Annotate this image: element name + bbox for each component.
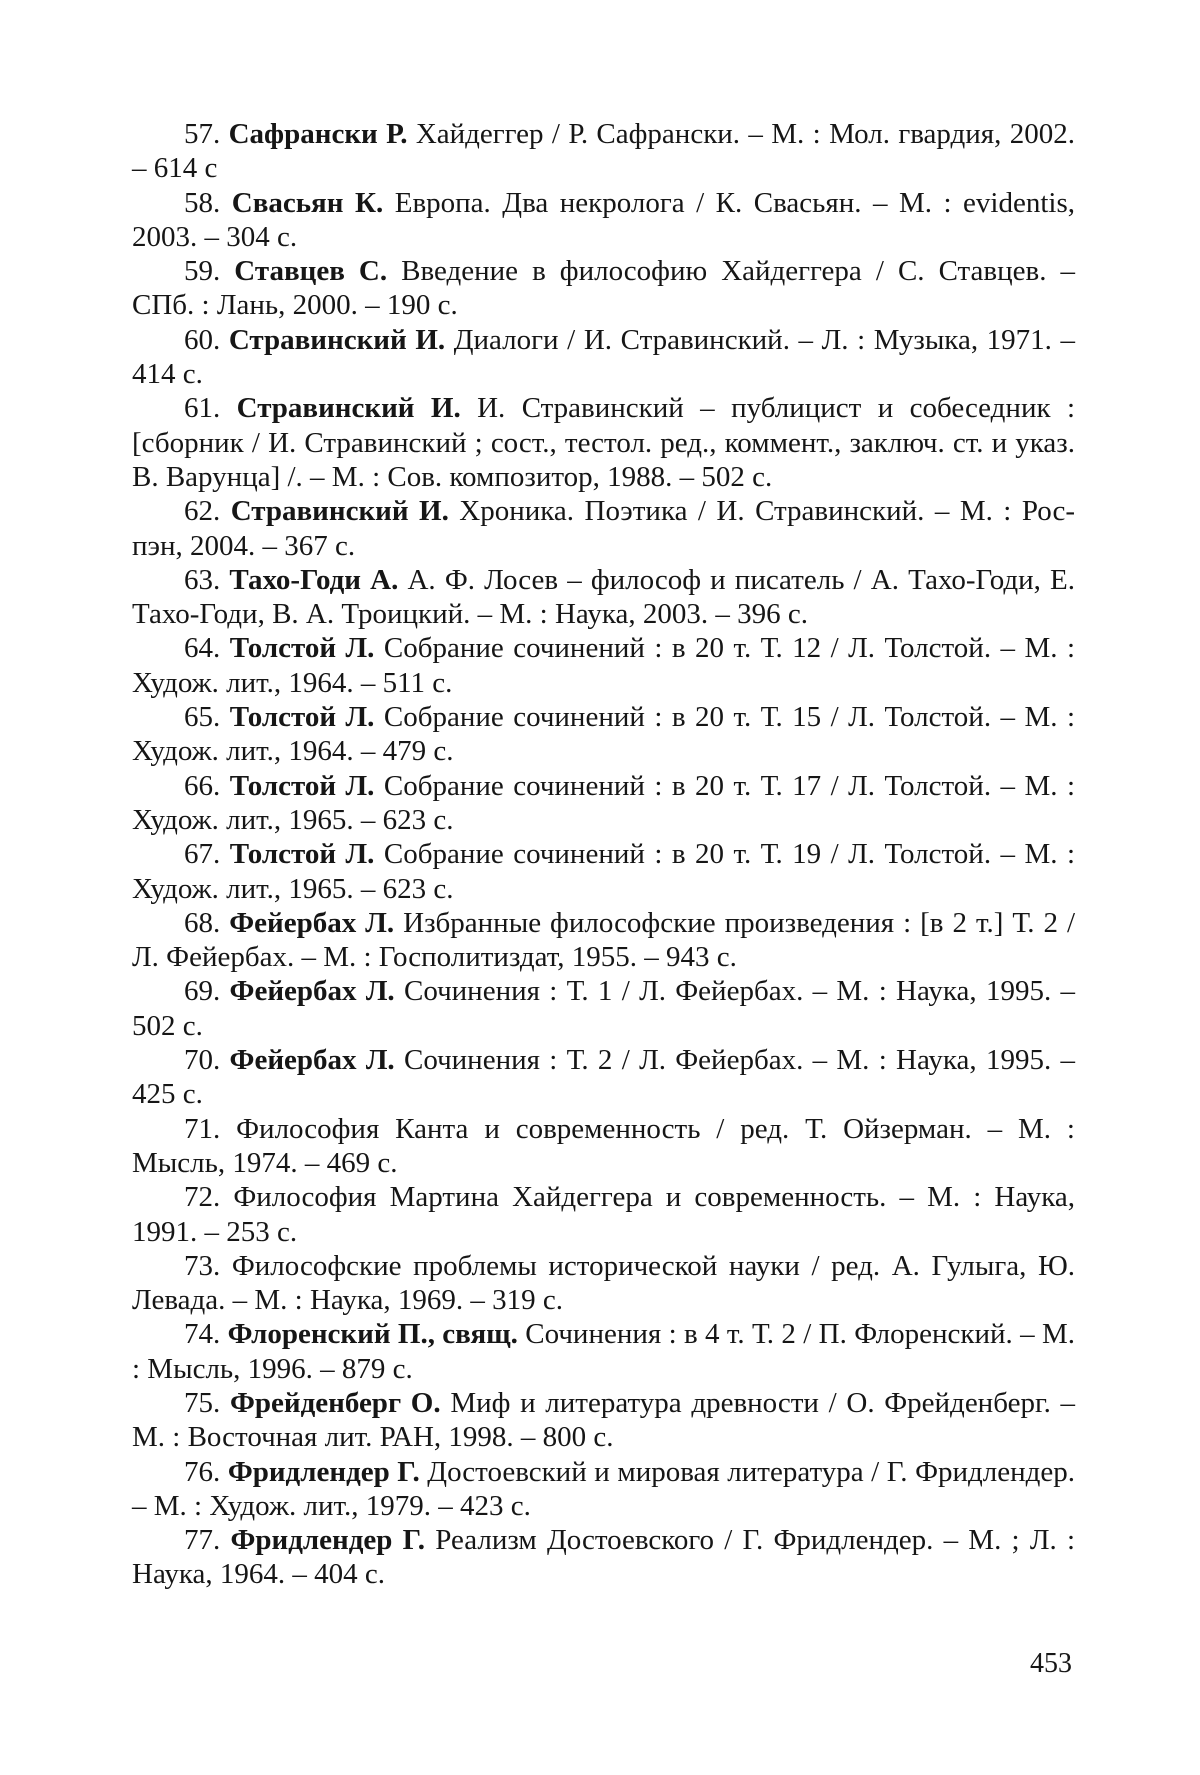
entry-number: 72. bbox=[184, 1181, 221, 1214]
entry-author: Ставцев С. bbox=[234, 255, 388, 288]
entry-author: Сафрански Р. bbox=[228, 118, 408, 150]
bibliography-entry bbox=[132, 1112, 1075, 1181]
entry-number: 74. bbox=[184, 1318, 221, 1351]
bibliography-entry bbox=[132, 769, 1075, 838]
bibliography-entry bbox=[132, 494, 1075, 563]
entry-author: Фейербах Л. bbox=[229, 975, 395, 1008]
entry-text: Хроника. Поэтика / И. Стравинский. – М. : Роспэн, 2004. – 367 с. bbox=[132, 495, 1075, 562]
entry-text: Хайдеггер / Р. Сафрански. – М. : Мол. гвардия, 2002. – 614 с bbox=[132, 118, 1076, 185]
entry-text: Сочинения : Т. 2 / Л. Фейербах. – М. : Наука, 1995. – 425 с. bbox=[132, 1044, 1076, 1111]
entry-text: Собрание сочинений : в 20 т. Т. 17 / Л. Толстой. – М. : Худож. лит., 1965. – 623 с. bbox=[132, 769, 1076, 836]
bibliography-entry bbox=[132, 117, 1075, 186]
entry-author: Толстой Л. bbox=[229, 701, 375, 734]
bibliography-entry bbox=[132, 1180, 1075, 1249]
entry-text: Избранные философские произведения : [в 2 т.] Т. 2 / Л. Фейербах. – М. : Госполитиздат, 1955. – 943 с. bbox=[132, 906, 1076, 974]
entry-text: Собрание сочинений : в 20 т. Т. 12 / Л. Толстой. – М. : Худож. лит., 1964. – 511 с. bbox=[132, 632, 1076, 699]
entry-text: Философия Мартина Хайдеггера и современность. – М. : Наука, 1991. – 253 с. bbox=[132, 1181, 1076, 1248]
entry-text: И. Стравинский – публицист и собеседник : [сборник / И. Стравинский ; сост., тестол. ред., коммент., заключ. ст. и указ. В. Варунца] /. – М. : Сов. композитор, 1988. – 502 с. bbox=[132, 392, 1075, 493]
entry-number: 68. bbox=[184, 906, 221, 939]
entry-number: 62. bbox=[184, 495, 221, 528]
entry-author: Стравинский И. bbox=[230, 495, 449, 528]
entry-author: Фейербах Л. bbox=[229, 1044, 395, 1077]
bibliography-entry bbox=[132, 700, 1075, 769]
entry-number: 58. bbox=[184, 186, 221, 219]
entry-number: 77. bbox=[184, 1524, 221, 1557]
entry-text: А. Ф. Лосев – философ и писатель / А. Тахо-Годи, Е. Тахо-Годи, В. А. Троицкий. – М. : Наука, 2003. – 396 с. bbox=[132, 563, 1076, 631]
entry-number: 75. bbox=[184, 1386, 221, 1419]
entry-number: 65. bbox=[184, 701, 221, 734]
entry-author: Толстой Л. bbox=[229, 632, 375, 665]
entry-text: Сочинения : Т. 1 / Л. Фейербах. – М. : Наука, 1995. – 502 с. bbox=[132, 975, 1076, 1042]
entry-text: Философские проблемы исторической науки / ред. А. Гулыга, Ю. Левада. – М. : Наука, 1969. – 319 с. bbox=[132, 1249, 1075, 1317]
bibliography-entry bbox=[132, 1249, 1075, 1318]
entry-author: Свасьян К. bbox=[231, 186, 384, 219]
bibliography-entry bbox=[132, 1386, 1075, 1455]
entry-author: Фридлендер Г. bbox=[227, 1455, 420, 1488]
bibliography-entry bbox=[132, 563, 1075, 632]
bibliography-entry bbox=[132, 1317, 1075, 1386]
entry-author: Стравинский И. bbox=[228, 323, 446, 356]
entry-author: Толстой Л. bbox=[229, 769, 375, 802]
entry-author: Фейербах Л. bbox=[229, 906, 395, 939]
bibliography-entry bbox=[132, 1043, 1075, 1112]
bibliography-entry bbox=[132, 391, 1075, 494]
bibliography-list bbox=[132, 117, 1075, 1592]
entry-text: Собрание сочинений : в 20 т. Т. 19 / Л. Толстой. – М. : Худож. лит., 1965. – 623 с. bbox=[132, 838, 1076, 905]
bibliography-entry bbox=[132, 1455, 1075, 1524]
bibliography-entry bbox=[132, 323, 1075, 392]
entry-author: Фридлендер Г. bbox=[230, 1524, 426, 1557]
entry-text: Введение в философию Хайдеггера / С. Ставцев. – СПб. : Лань, 2000. – 190 с. bbox=[132, 255, 1075, 322]
entry-author: Толстой Л. bbox=[229, 838, 375, 871]
entry-number: 57. bbox=[184, 118, 221, 150]
entry-number: 59. bbox=[184, 255, 221, 288]
entry-author: Фрейденберг О. bbox=[229, 1386, 441, 1419]
entry-text: Философия Канта и современность / ред. Т. Ойзерман. – М. : Мысль, 1974. – 469 с. bbox=[132, 1112, 1075, 1179]
entry-text: Миф и литература древности / О. Фрейденберг. – М. : Восточная лит. РАН, 1998. – 800 с. bbox=[132, 1386, 1076, 1454]
entry-text: Реализм Достоевского / Г. Фридлендер. – М. ; Л. : Наука, 1964. – 404 с. bbox=[132, 1524, 1076, 1591]
bibliography-entry bbox=[132, 906, 1075, 975]
entry-author: Флоренский П., свящ. bbox=[227, 1318, 518, 1351]
entry-author: Стравинский И. bbox=[236, 392, 461, 425]
entry-number: 76. bbox=[184, 1455, 221, 1488]
bibliography-entry bbox=[132, 186, 1075, 255]
entry-number: 63. bbox=[184, 563, 221, 596]
entry-number: 70. bbox=[184, 1044, 221, 1077]
entry-text: Сочинения : в 4 т. Т. 2 / П. Флоренский. – М. : Мысль, 1996. – 879 с. bbox=[132, 1318, 1076, 1385]
entry-number: 73. bbox=[184, 1249, 221, 1282]
entry-number: 66. bbox=[184, 769, 221, 802]
entry-number: 60. bbox=[184, 323, 221, 356]
page-number: 453 bbox=[1030, 1648, 1072, 1679]
entry-number: 67. bbox=[184, 838, 221, 871]
entry-number: 64. bbox=[184, 632, 221, 665]
entry-text: Собрание сочинений : в 20 т. Т. 15 / Л. Толстой. – М. : Худож. лит., 1964. – 479 с. bbox=[132, 701, 1076, 768]
bibliography-entry bbox=[132, 837, 1075, 906]
entry-author: Тахо-Годи А. bbox=[229, 563, 399, 596]
entry-text: Достоевский и мировая литература / Г. Фридлендер. – М. : Худож. лит., 1979. – 423 с. bbox=[132, 1455, 1076, 1522]
bibliography-entry bbox=[132, 631, 1075, 700]
entry-number: 69. bbox=[184, 975, 221, 1008]
entry-number: 61. bbox=[184, 392, 221, 425]
bibliography-entry bbox=[132, 1523, 1075, 1592]
entry-text: Европа. Два некролога / К. Свасьян. – М. : evidentis, 2003. – 304 с. bbox=[132, 186, 1075, 253]
entry-number: 71. bbox=[184, 1112, 221, 1145]
bibliography-entry bbox=[132, 974, 1075, 1043]
entry-text: Диалоги / И. Стравинский. – Л. : Музыка, 1971. – 414 с. bbox=[132, 323, 1076, 391]
bibliography-entry bbox=[132, 254, 1075, 323]
